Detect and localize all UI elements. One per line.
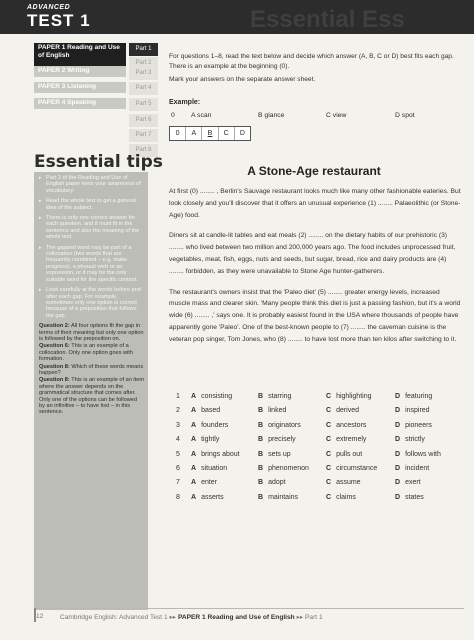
option-c [326, 479, 361, 486]
option-word: situation [201, 464, 228, 472]
option-a [191, 479, 217, 486]
story-text [169, 186, 461, 355]
option-row [169, 407, 464, 421]
option-word: featuring [405, 393, 433, 400]
part-1-tab[interactable]: Part 1 [129, 43, 158, 56]
paper-2-tab[interactable]: PAPER 2 Writing [34, 66, 126, 77]
option-letter: A [191, 479, 197, 487]
option-letter: A [191, 464, 197, 472]
option-letter: C [326, 464, 332, 472]
option-letter: D [395, 464, 401, 472]
option-d [395, 465, 429, 472]
option-word: precisely [268, 436, 296, 444]
option-word: inspired [405, 407, 430, 415]
option-letter: A [191, 421, 197, 429]
example-option-d: D spot [395, 112, 415, 119]
option-letter: A [191, 436, 197, 444]
option-letter: D [395, 407, 401, 415]
story-paragraph: The restaurant's owners insist that the 'Paleo diet' (5) ........ greater energy levels, increased muscle mass and clearer skin. 'Many people think this diet is just a passing fashion, but it's a world wide (6) ........ ,' says one. It is probably easiest found in the USA where thousands of people have apparently gone 'Paleo'. One of the best-known people to (7) ........ the caveman cuisine is the veteran pop singer, Tom Jones, who (8) ........ to have lost more than ten kilos after switching to it. [169, 288, 461, 343]
paper-part-navigation [34, 43, 158, 164]
question-number: 7 [176, 479, 180, 487]
option-letter: B [258, 464, 264, 472]
part-2-tab[interactable]: Part 2 [129, 57, 158, 70]
option-letter: C [326, 479, 332, 487]
option-row [169, 422, 464, 436]
option-letter: B [258, 393, 264, 400]
option-word: brings about [201, 450, 240, 458]
option-c [326, 422, 366, 429]
option-word: incident [405, 464, 430, 472]
tip-item: ▸ There is only one correct answer for each question, and it must fit in the sentence and also the meaning of the whole text. [39, 215, 144, 241]
footer-separator: ▸▸ [169, 614, 177, 621]
option-row [169, 479, 464, 493]
header-banner [0, 0, 474, 34]
option-word: sets up [268, 450, 291, 458]
tips-title: Essential tips [34, 152, 163, 172]
question-number: 3 [176, 421, 180, 429]
option-row [169, 451, 464, 465]
question-number: 8 [176, 493, 180, 501]
sheet-cell-c: C [219, 127, 235, 140]
option-c [326, 494, 356, 501]
option-word: assume [336, 479, 361, 487]
footer-part: Part 1 [305, 614, 323, 621]
option-d [395, 393, 432, 400]
story-paragraph: Diners sit at candle-lit tables and eat meals (2) ........ on the dietary habits of our prehistoric (3) ........ who lived between two million and 200,000 years ago. The food includes unprocessed fruit, vegetables, meat, fish, eggs, nuts and seeds, but sugar, bread, rice and dairy products are (4) ........ forbidden, as they were unavailable to Stone Age hunter-gatherers. [169, 232, 456, 275]
option-a [191, 407, 220, 414]
option-word: ancestors [336, 421, 367, 429]
option-word: states [405, 493, 424, 501]
page-number: 12 [36, 613, 44, 620]
option-word: tightly [201, 436, 220, 444]
question-number: 4 [176, 436, 180, 444]
part-7-tab[interactable]: Part 7 [129, 129, 158, 142]
option-letter: C [326, 421, 332, 429]
option-b [258, 436, 296, 443]
question-tip [39, 377, 144, 415]
question-number: 5 [176, 450, 180, 458]
sheet-cell-d: D [239, 130, 245, 137]
sheet-cell-b-marked: B [202, 127, 218, 140]
option-letter: B [258, 407, 264, 415]
option-d [395, 494, 424, 501]
option-letter: B [258, 493, 264, 501]
sheet-cell-a: A [186, 127, 202, 140]
option-word: enter [201, 479, 218, 487]
option-letter: C [326, 493, 332, 501]
option-word: starring [268, 393, 292, 400]
option-word: consisting [201, 393, 233, 400]
option-word: linked [268, 407, 287, 415]
part-6-tab[interactable]: Part 6 [129, 114, 158, 127]
tip-item: ▸ Read the whole text to get a general idea of the subject. [39, 198, 144, 211]
test-title: TEST 1 [27, 11, 91, 30]
option-b [258, 451, 291, 458]
option-word: circumstance [336, 464, 378, 472]
question-number: 1 [176, 393, 180, 400]
tip-item: ▸ The gapped word may be part of a collocation (two words that are frequently combined – e.g. make progress), a phrasal verb or an expression, or it may be the only suitable word for the specific context. [39, 245, 144, 283]
sheet-cell-number: 0 [170, 127, 186, 140]
tips-box [34, 172, 148, 610]
option-word: asserts [201, 493, 224, 501]
question-tip-label: Question 8: [39, 363, 70, 370]
option-word: exert [405, 479, 421, 487]
task-instructions [169, 52, 459, 88]
example-option-a: A scan [191, 112, 212, 119]
option-a [191, 422, 228, 429]
option-letter: C [326, 450, 332, 458]
option-word: claims [336, 493, 356, 501]
question-tip-text: Which of these words means happen? [39, 363, 144, 376]
option-letter: C [326, 393, 332, 400]
option-letter: D [395, 393, 401, 400]
option-a [191, 451, 240, 458]
option-c [326, 451, 362, 458]
answer-sheet-instruction: Mark your answers on the separate answer sheet. [169, 76, 316, 83]
footer-book: Cambridge English: Advanced Test 1 [60, 614, 168, 621]
question-tip [39, 323, 144, 342]
option-letter: C [326, 436, 332, 444]
example-label: Example: [169, 99, 201, 106]
part-5-tab[interactable]: Part 5 [129, 98, 158, 111]
option-letter: D [395, 436, 401, 444]
option-letter: B [258, 436, 264, 444]
option-word: pioneers [405, 421, 432, 429]
option-word: extremely [336, 436, 367, 444]
option-word: follows with [405, 450, 441, 458]
question-tip-text: This is an example of an item where the answer depends on the grammatical structure that comes after. Only one of the options can be followed by an infinitive – to have lost – in this sentence. [39, 377, 144, 416]
option-letter: D [395, 479, 401, 487]
paper-3-tab[interactable]: PAPER 3 Listening [34, 82, 126, 93]
part-8-tab[interactable]: Part 8 [129, 144, 158, 157]
option-letter: A [191, 407, 197, 415]
option-letter: A [191, 393, 197, 400]
option-word: highlighting [336, 393, 372, 400]
option-c [326, 436, 366, 443]
option-b [258, 494, 298, 501]
option-word: adopt [268, 479, 286, 487]
tip-item: ▸ Part 1 of the Reading and Use of English paper tests your awareness of vocabulary. [39, 175, 144, 194]
option-c [326, 393, 371, 400]
option-row [169, 393, 464, 407]
level-label: ADVANCED [27, 4, 71, 11]
example-number: 0 [171, 112, 175, 119]
option-a [191, 436, 219, 443]
option-letter: A [191, 493, 197, 501]
example-option-b: B glance [258, 112, 285, 119]
question-tip-text: This is an example of a collocation. Only one option goes with formation. [39, 343, 133, 363]
answer-options [169, 393, 464, 508]
option-a [191, 393, 232, 400]
tip-item: ▸ Look carefully at the words before and after each gap. For example, sometimes only one option is correct because of a preposition that follows the gap. [39, 287, 144, 319]
option-d [395, 422, 432, 429]
question-tip-label: Question 8: [39, 377, 70, 384]
option-word: originators [268, 421, 301, 429]
footer-marker [34, 608, 36, 622]
example-answer-sheet [169, 126, 251, 141]
option-letter: D [395, 421, 401, 429]
option-word: derived [336, 407, 360, 415]
question-tip-label: Question 6: [39, 343, 70, 350]
option-word: founders [201, 421, 229, 429]
option-letter: B [258, 479, 264, 487]
option-c [326, 407, 359, 414]
option-c [326, 465, 377, 472]
banner-watermark-text: Essential Ess [250, 6, 405, 33]
footer-separator: ▸▸ [296, 614, 304, 621]
option-letter: C [326, 407, 332, 415]
question-number: 2 [176, 407, 180, 415]
option-d [395, 407, 430, 414]
option-row [169, 436, 464, 450]
option-word: pulls out [336, 450, 363, 458]
option-row [169, 494, 464, 508]
option-letter: B [258, 450, 264, 458]
instruction-text: For questions 1–8, read the text below and decide which answer (A, B, C or D) best fits each gap. There is an example at the beginning (0). [169, 53, 454, 70]
question-tip [39, 364, 144, 377]
story-title: A Stone-Age restaurant [247, 164, 381, 178]
option-d [395, 436, 425, 443]
example-option-c: C view [326, 112, 347, 119]
part-4-tab[interactable]: Part 4 [129, 82, 158, 95]
option-b [258, 407, 286, 414]
option-word: strictly [405, 436, 425, 444]
example-options [169, 112, 459, 122]
option-letter: D [395, 493, 401, 501]
option-d [395, 479, 421, 486]
option-word: phenomenon [268, 464, 309, 472]
option-row [169, 465, 464, 479]
paper-4-tab[interactable]: PAPER 4 Speaking [34, 98, 126, 109]
option-letter: D [395, 450, 401, 458]
option-a [191, 465, 227, 472]
option-word: based [201, 407, 221, 415]
paper-1-tab[interactable]: PAPER 1 Reading and Use of English [34, 43, 126, 67]
question-tip-text: All four options fit the gap in terms of their meaning but only one option is followed by the preposition on. [39, 323, 144, 342]
story-paragraph: At first (0) ........ , Berlin's Sauvage restaurant looks much like many other fashionable eateries. But look closely and you'll discover that it offers an unusual experience (1) ........ Palaeolithic (or Stone-Age) food. [169, 188, 461, 219]
option-a [191, 494, 224, 501]
option-letter: B [258, 421, 264, 429]
question-number: 6 [176, 464, 180, 472]
option-letter: A [191, 450, 197, 458]
option-word: maintains [268, 493, 299, 501]
option-d [395, 451, 441, 458]
question-tip-label: Question 2: [39, 323, 70, 330]
footer-paper: PAPER 1 Reading and Use of English [177, 614, 295, 621]
part-3-tab[interactable]: Part 3 [129, 67, 158, 80]
option-b [258, 479, 286, 486]
page-footer [34, 608, 464, 622]
option-b [258, 393, 291, 400]
footer-breadcrumb [60, 613, 323, 621]
option-b [258, 465, 309, 472]
question-tip [39, 343, 144, 362]
option-b [258, 422, 301, 429]
